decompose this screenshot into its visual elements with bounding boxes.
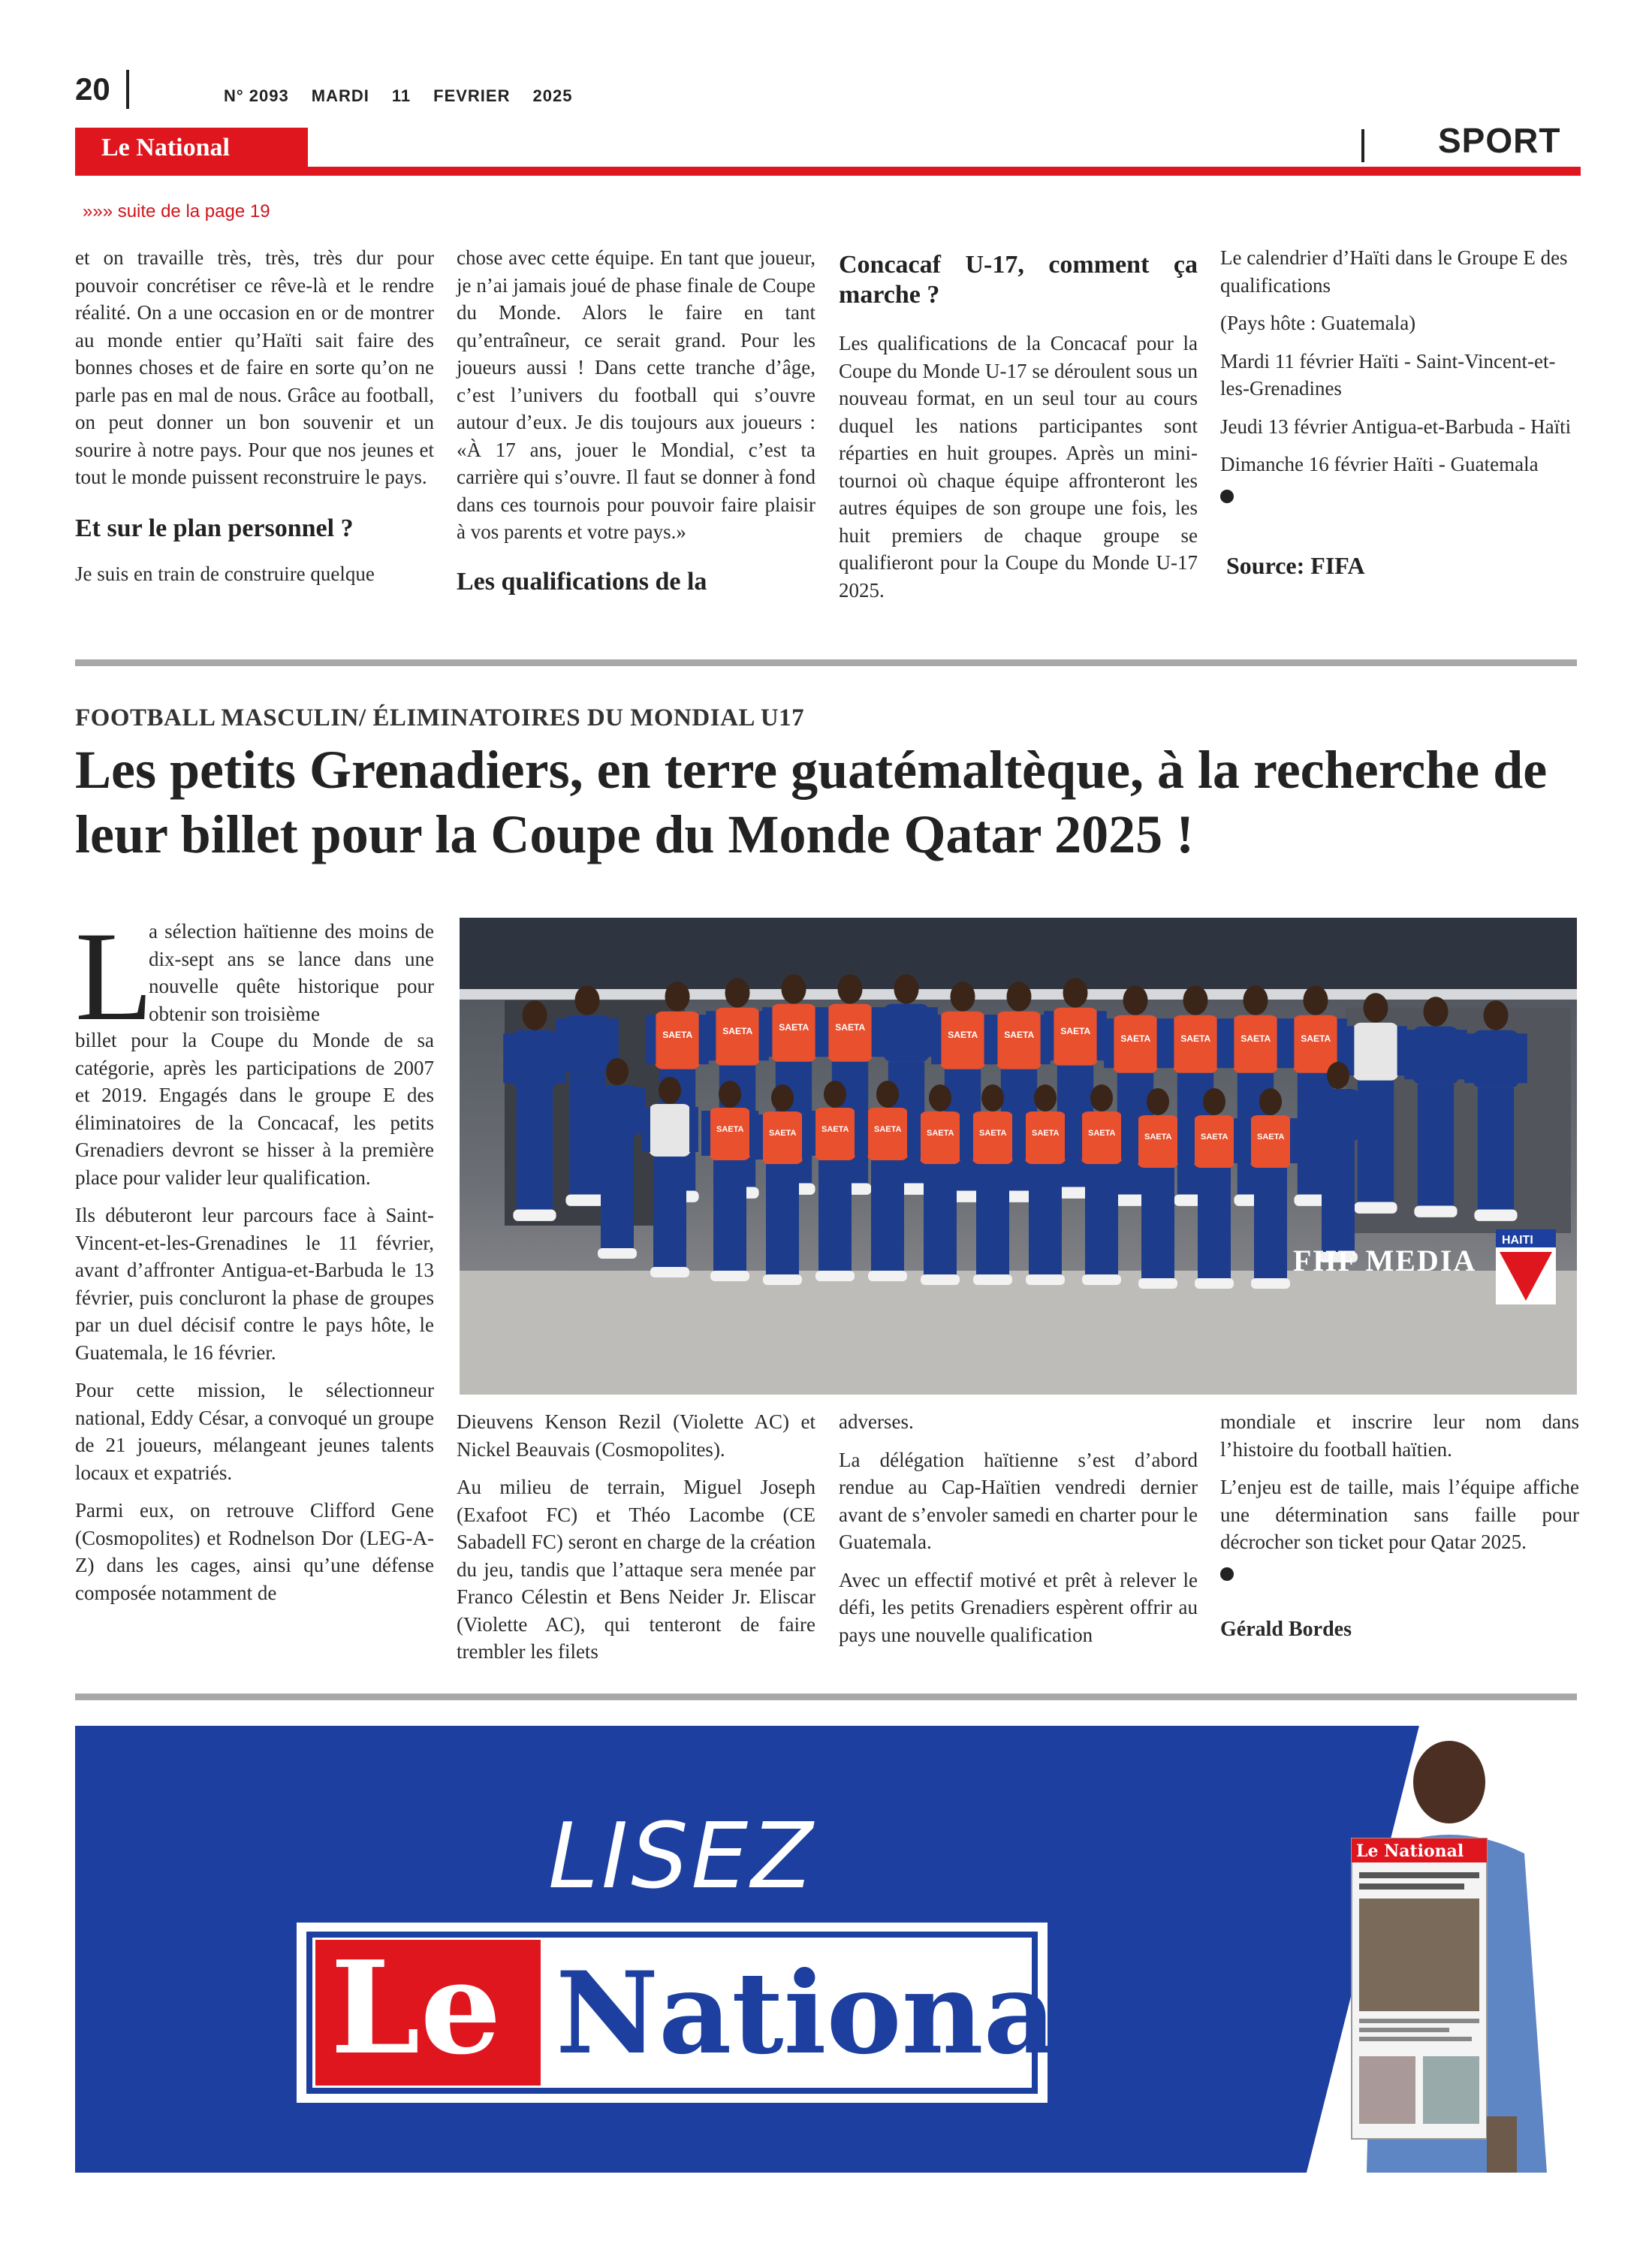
jersey-sponsor: SAETA	[662, 1030, 693, 1040]
paragraph: Avec un effectif motivé et prêt à relever le défi, les petits Grenadiers espèrent offrir au pays une nouvelle qualification	[839, 1568, 1198, 1646]
paragraph: Ils débuteront leur parcours face à Saint-Vincent-et-les-Grenadines le 11 février, avant d’affronter Antigua-et-Barbuda le 13 février, puis concluront la phase de groupes par un duel décisif contre le pays hôte, le Guatemala, le 16 février.	[75, 1204, 434, 1364]
jersey-sponsor: SAETA	[927, 1129, 954, 1138]
paragraph: adverses.	[839, 1410, 914, 1433]
photo-credit: FHF MEDIA	[1293, 1244, 1477, 1277]
advert-logo-national: National	[556, 1947, 1099, 2080]
jersey-sponsor: SAETA	[979, 1129, 1007, 1138]
team-photo	[460, 918, 1577, 1395]
jersey-sponsor: SAETA	[1144, 1133, 1172, 1142]
top-column-3	[839, 250, 1198, 614]
jersey-sponsor: SAETA	[1301, 1033, 1331, 1044]
advert-headline: LISEZ	[548, 1805, 816, 1909]
end-mark-icon	[1220, 1567, 1234, 1581]
page-number: 20	[75, 71, 110, 107]
jersey-sponsor: SAETA	[874, 1125, 902, 1134]
paragraph: et on travaille très, très, très dur pour pouvoir concrétiser ce rêve-là et le rendre réalité. On a une occasion en or de montrer au monde entier qu’Haïti sait faire des bonnes choses et de faire en sorte qu’on ne parle pas en mal de nous. Grâce au football, on peut donner un bon souvenir et un sourire à notre pays. Pour que nos jeunes et tout le monde puissent reconstruire le pays.	[75, 246, 434, 488]
paragraph: Je suis en train de construire quelque	[75, 562, 375, 585]
jersey-sponsor: SAETA	[779, 1022, 809, 1033]
issue-date: 11	[391, 86, 411, 105]
paragraph: La délégation haïtienne s’est d’abord rendue au Cap-Haïtien vendredi dernier avant de s’envoler samedi en charter pour le Guatemala.	[839, 1448, 1198, 1553]
paragraph: billet pour la Coupe du Monde de sa catégorie, après les participations de 2007 et 2019. Engagés dans le groupe E des éliminatoires de la Concacaf, les petits Grenadiers devront se hisser à la première place pour valider leur qualification.	[75, 1029, 434, 1189]
jersey-sponsor: SAETA	[1120, 1033, 1151, 1044]
article-column-4	[1220, 1408, 1579, 1644]
issue-year: 2025	[532, 86, 573, 105]
continued-from: »»» suite de la page 19	[83, 201, 270, 222]
jersey-sponsor: SAETA	[821, 1125, 849, 1134]
article-lead: a sélection haïtienne des moins de dix-sept ans se lance dans une nouvelle quête historique pour obtenir son troisième	[149, 920, 434, 1025]
jersey-sponsor: SAETA	[722, 1026, 753, 1036]
jersey-sponsor: SAETA	[1241, 1033, 1271, 1044]
calendar-match-1: Mardi 11 février Haïti - Saint-Vincent-et-les-Grenadines	[1220, 349, 1556, 400]
mini-paper-title: Le National	[1356, 1841, 1464, 1861]
issue-day: MARDI	[311, 86, 369, 105]
section-label: SPORT	[1438, 121, 1561, 160]
photo-badge-text: HAITI	[1502, 1234, 1533, 1247]
calendar-match-3: Dimanche 16 février Haïti - Guatemala	[1220, 453, 1539, 475]
paragraph: chose avec cette équipe. En tant que joueur, je n’ai jamais joué de phase finale de Coupe du Monde. Alors le faire en tant qu’entraîneur, ce serait grand. Pour les joueurs aussi ! Dans cette tranche d’âge, c’est l’univers du football qui s’ouvre autour d’eux. Je dis toujours aux joueurs : «À 17 ans, jouer le Mondial, c’est ta carrière qui s’ouvre. Il faut se donner à fond dans ces tournois pour pouvoir faire plaisir à vos parents et votre pays.»	[457, 246, 815, 543]
jersey-sponsor: SAETA	[1088, 1129, 1116, 1138]
top-column-1	[75, 244, 434, 598]
paragraph: Dieuvens Kenson Rezil (Violette AC) et Nickel Beauvais (Cosmopolites).	[457, 1410, 815, 1461]
end-mark-icon	[1220, 490, 1234, 503]
jersey-sponsor: SAETA	[1257, 1133, 1285, 1142]
jersey-sponsor: SAETA	[769, 1129, 797, 1138]
jersey-sponsor: SAETA	[716, 1125, 744, 1134]
jersey-sponsor: SAETA	[948, 1030, 978, 1040]
article-column-3	[839, 1408, 1198, 1659]
issue-line	[224, 86, 595, 106]
jersey-sponsor: SAETA	[1004, 1030, 1035, 1040]
newspaper-advert	[75, 1726, 1577, 2173]
paragraph: Au milieu de terrain, Miguel Joseph (Exafoot FC) et Théo Lacombe (CE Sabadell FC) seront en charge de la création du jeu, tandis que l’attaque sera menée par Franco Célestin et Bens Neider Jr. Eliscar (Violette AC), qui tenteront de faire trembler les filets	[457, 1476, 815, 1663]
paragraph: mondiale et inscrire leur nom dans l’histoire du football haïtien.	[1220, 1410, 1579, 1461]
brand-name: Le National	[101, 134, 230, 161]
jersey-sponsor: SAETA	[1180, 1033, 1211, 1044]
subheading: Les qualifications de la	[457, 567, 707, 596]
section-divider	[1361, 129, 1364, 162]
jersey-sponsor: SAETA	[1060, 1026, 1091, 1036]
advert-logo-le: Le	[330, 1933, 502, 2083]
calendar-match-2: Jeudi 13 février Antigua-et-Barbuda - Haïti	[1220, 415, 1572, 438]
drop-cap: L	[75, 906, 153, 1047]
subheading: Et sur le plan personnel ?	[75, 514, 354, 542]
article-kicker: FOOTBALL MASCULIN/ ÉLIMINATOIRES DU MONDIAL U17	[75, 704, 805, 731]
article-author: Gérald Bordes	[1220, 1618, 1352, 1641]
jersey-sponsor: SAETA	[1032, 1129, 1060, 1138]
top-column-2	[457, 244, 815, 597]
article-headline: Les petits Grenadiers, en terre guatémaltèque, à la recherche de leur billet pour la Coupe du Monde Qatar 2025 !	[75, 740, 1548, 864]
source-credit: Source: FIFA	[1226, 552, 1365, 579]
header-rule	[75, 167, 1581, 176]
issue-month: FEVRIER	[433, 86, 511, 105]
calendar-host: (Pays hôte : Guatemala)	[1220, 312, 1416, 334]
paragraph: L’enjeu est de taille, mais l’équipe affiche une détermination sans faille pour décrocher son ticket pour Qatar 2025.	[1220, 1476, 1579, 1553]
top-column-4	[1220, 244, 1579, 581]
page-number-divider	[126, 70, 129, 109]
calendar-title: Le calendrier d’Haïti dans le Groupe E des qualifications	[1220, 246, 1568, 297]
article-column-2	[457, 1408, 815, 1676]
paragraph: Pour cette mission, le sélectionneur national, Eddy César, a convoqué un groupe de 21 joueurs, mélangeant jeunes talents locaux et expatriés.	[75, 1379, 434, 1484]
paragraph: Parmi eux, on retrouve Clifford Gene (Cosmopolites) et Rodnelson Dor (LEG-A-Z) dans les cages, ainsi qu’une défense composée notamment de	[75, 1499, 434, 1604]
jersey-sponsor: SAETA	[1201, 1133, 1228, 1142]
paragraph: Les qualifications de la Concacaf pour la Coupe du Monde U-17 se déroulent sous un nouveau format, en un seul tour au cours duquel les nations participantes sont réparties en huit groupes. Après un mini-tournoi où chaque équipe affronteront les autres équipes de son groupe une fois, les huit premiers de chaque groupe se qualifieront pour la Coupe du Monde U-17 2025.	[839, 332, 1198, 602]
jersey-sponsor: SAETA	[835, 1022, 866, 1033]
section-rule	[75, 659, 1577, 666]
section-rule	[75, 1694, 1577, 1700]
issue-number: N° 2093	[224, 86, 289, 105]
article-column-1	[75, 1027, 434, 1617]
subheading: Concacaf U-17, comment ça marche ?	[839, 251, 1198, 309]
